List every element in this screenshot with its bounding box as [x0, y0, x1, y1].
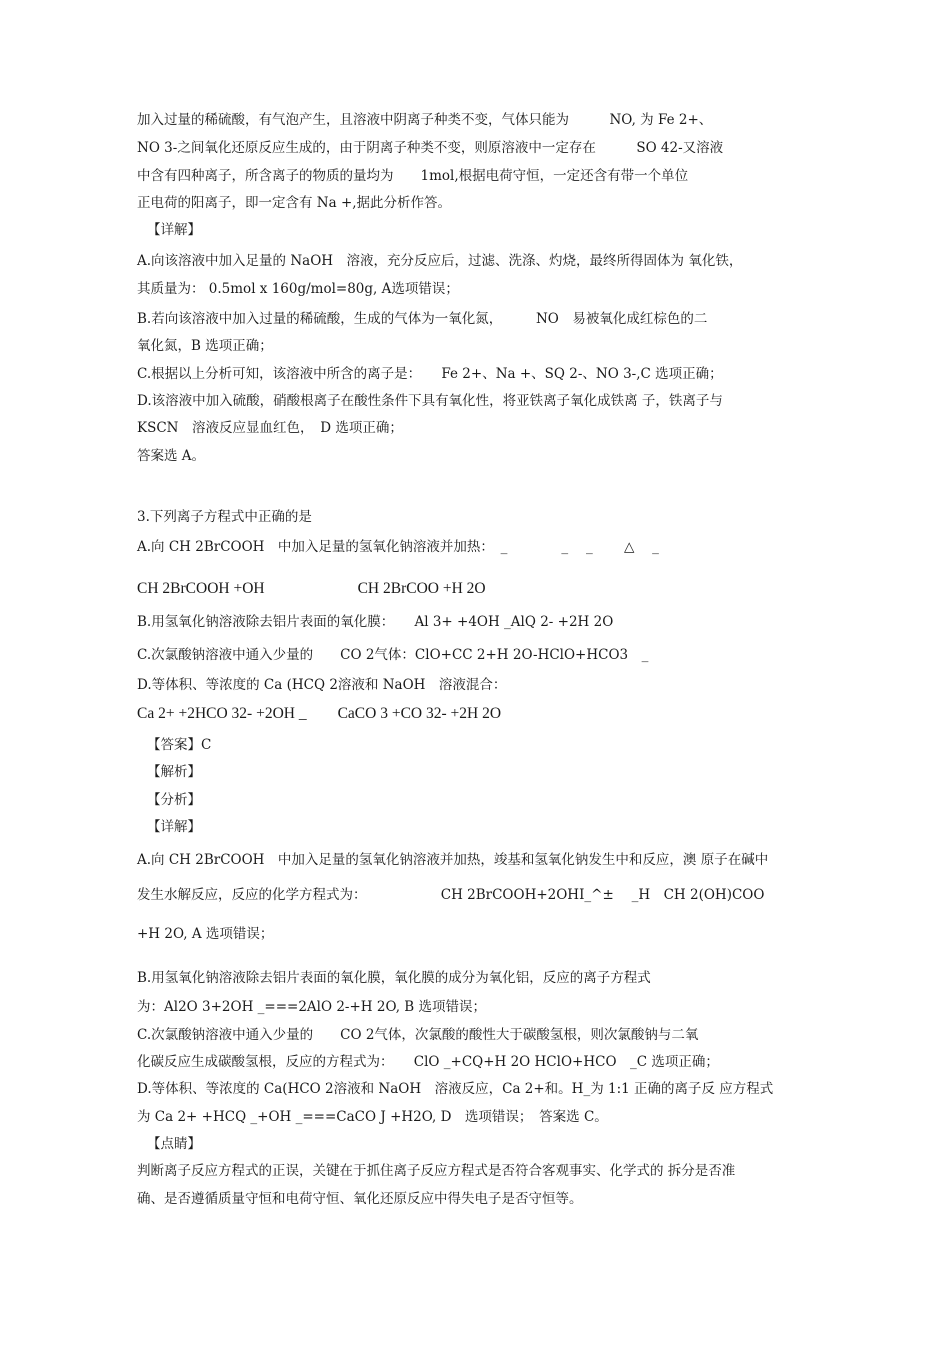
text-line: 中含有四种离子，所含离子的物质的量均为 1mol,根据电荷守恒，一定还含有带一个单位 [137, 168, 689, 184]
text-line: D.等体积、等浓度的 Ca(HCO 2溶液和 NaOH 溶液反应，Ca 2+和。H_为 1:1 正确的离子反 应方程式 [137, 1081, 774, 1097]
text-line: NO 3-之间氧化还原反应生成的，由于阴离子种类不变，则原溶液中一定存在 SO 42-又溶液 [137, 140, 724, 156]
text-line: 其质量为： 0.5mol x 160g/mol=80g, A选项错误； [137, 281, 459, 297]
text-line: C.次氯酸钠溶液中通入少量的 CO 2气体，次氯酸的酸性大于碳酸氢根，则次氯酸钠与二氧 [137, 1027, 699, 1043]
text-line: CH 2BrCOOH +OH CH 2BrCOO +H 2O [137, 580, 486, 597]
text-line: 化碳反应生成碳酸氢根，反应的方程式为： ClO _+CQ+H 2O HClO+HCO _C 选项正确； [137, 1054, 719, 1070]
text-line: 确、是否遵循质量守恒和电荷守恒、氧化还原反应中得失电子是否守恒等。 [137, 1191, 583, 1207]
text-line: 为：Al2O 3+2OH _===2AlO 2-+H 2O, B 选项错误； [137, 999, 487, 1015]
text-line: 【分析】 [147, 792, 201, 808]
text-line: C.次氯酸钠溶液中通入少量的 CO 2气体：ClO+CC 2+H 2O-HClO+HCO3 _ [137, 647, 649, 663]
text-line: D.等体积、等浓度的 Ca (HCQ 2溶液和 NaOH 溶液混合： [137, 677, 507, 693]
text-line: A.向 CH 2BrCOOH 中加入足量的氢氧化钠溶液并加热，竣基和氢氧化钠发生中和反应，澳 原子在碱中 [137, 852, 769, 868]
text-line: 正电荷的阳离子，即一定含有 Na +,据此分析作答。 [137, 195, 452, 211]
text-line: D.该溶液中加入硫酸，硝酸根离子在酸性条件下具有氧化性，将亚铁离子氧化成铁离 子，铁离子与 [137, 393, 723, 409]
text-line: 为 Ca 2+ +HCQ _+OH _===CaCO J +H2O, D 选项错误； 答案选 C。 [137, 1109, 608, 1125]
text-line: 【详解】 [147, 222, 201, 238]
text-line: B.用氢氧化钠溶液除去铝片表面的氧化膜： Al 3+ +4OH _AlQ 2- +2H 2O [137, 614, 614, 630]
text-line: 发生水解反应，反应的化学方程式为： CH 2BrCOOH+2OHI_^± _H CH 2(OH)COO [137, 887, 765, 903]
text-line: A.向该溶液中加入足量的 NaOH 溶液，充分反应后，过滤、洗涤、灼烧，最终所得固体为 氧化铁， [137, 253, 743, 269]
text-line: 【答案】C [147, 737, 212, 753]
text-line: C.根据以上分析可知，该溶液中所含的离子是： Fe 2+、Na +、SQ 2-、NO 3-,C 选项正确； [137, 366, 723, 382]
text-line: 氧化氮，B 选项正确； [137, 338, 273, 354]
text-line: 判断离子反应方程式的正误，关键在于抓住离子反应方程式是否符合客观事实、化学式的 拆分是否准 [137, 1163, 736, 1179]
text-line: KSCN 溶液反应显血红色， D 选项正确； [137, 420, 403, 436]
text-line: 【解析】 [147, 764, 201, 780]
text-line: 3.下列离子方程式中正确的是 [137, 509, 312, 525]
text-line: B.用氢氧化钠溶液除去铝片表面的氧化膜，氧化膜的成分为氧化铝，反应的离子方程式 [137, 970, 651, 986]
text-line: +H 2O, A 选项错误； [137, 926, 274, 942]
text-line: 【详解】 [147, 819, 201, 835]
text-line: Ca 2+ +2HCO 32- +2OH _ CaCO 3 +CO 32- +2H 2O [137, 705, 502, 722]
text-line: 【点睛】 [147, 1136, 201, 1152]
text-line: 答案选 A。 [137, 448, 206, 464]
text-line: B.若向该溶液中加入过量的稀硫酸，生成的气体为一氧化氮， NO 易被氧化成红棕色的二 [137, 311, 708, 327]
text-line: 加入过量的稀硫酸，有气泡产生，且溶液中阴离子种类不变，气体只能为 NO, 为 Fe 2+、 [137, 112, 713, 128]
text-line: A.向 CH 2BrCOOH 中加入足量的氢氧化钠溶液并加热： _ _ _ △ _ [137, 539, 659, 555]
